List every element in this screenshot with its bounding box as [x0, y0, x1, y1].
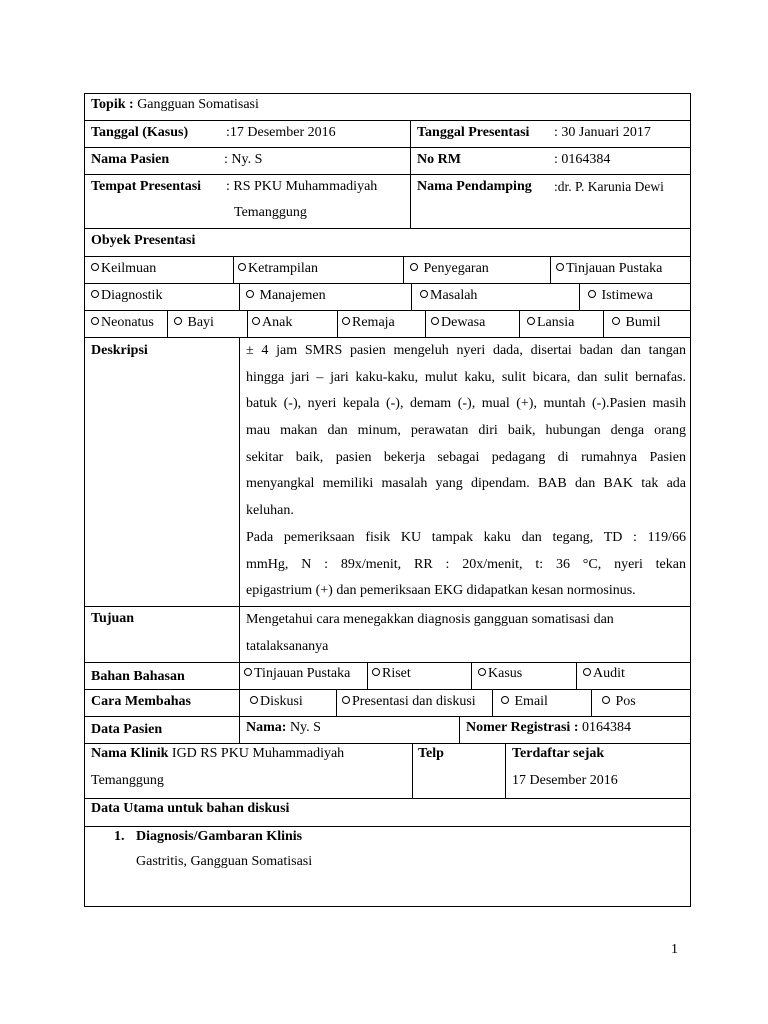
- radio-circle-icon: [478, 668, 486, 676]
- tanggal-presentasi-value: : 30 Januari 2017: [554, 125, 651, 140]
- data-pasien-registrasi: Nomer Registrasi : 0164384: [466, 720, 631, 735]
- row-data-utama: [84, 798, 691, 826]
- diagnosis-item-number: 1.: [114, 829, 125, 844]
- nama-pasien-value: : Ny. S: [224, 152, 263, 167]
- option-pos: Pos: [602, 692, 636, 712]
- option-bumil: Bumil: [612, 313, 661, 333]
- radio-circle-icon: [250, 696, 258, 704]
- telp-label: Telp: [418, 746, 444, 761]
- nama-pasien-label: Nama Pasien: [91, 152, 170, 167]
- terdaftar-sejak-value: 17 Desember 2016: [512, 773, 618, 788]
- tanggal-kasus-value: :17 Desember 2016: [226, 125, 336, 140]
- option-tinjauan-pustaka: Tinjauan Pustaka: [556, 259, 662, 279]
- data-utama-label: Data Utama untuk bahan diskusi: [91, 801, 290, 816]
- option-lansia: Lansia: [527, 313, 574, 333]
- row-nama-pasien: [84, 147, 691, 174]
- radio-circle-icon: [342, 317, 350, 325]
- nama-pendamping-label: Nama Pendamping: [417, 179, 532, 194]
- obyek-presentasi-label: Obyek Presentasi: [91, 233, 196, 248]
- radio-circle-icon: [252, 317, 260, 325]
- option-kasus: Kasus: [478, 664, 522, 684]
- option-remaja: Remaja: [342, 313, 395, 333]
- radio-circle-icon: [420, 290, 428, 298]
- radio-circle-icon: [612, 317, 620, 325]
- tempat-presentasi-value-2: Temanggung: [234, 205, 307, 220]
- radio-circle-icon: [588, 290, 596, 298]
- option-manajemen: Manajemen: [246, 286, 326, 306]
- option-audit: Audit: [583, 664, 625, 684]
- tanggal-kasus-label: Tanggal (Kasus): [91, 125, 189, 140]
- nama-pendamping-value: :dr. P. Karunia Dewi: [554, 179, 664, 194]
- row-obyek-presentasi: [84, 228, 691, 256]
- tanggal-presentasi-label: Tanggal Presentasi: [417, 125, 530, 140]
- option-masalah: Masalah: [420, 286, 477, 306]
- tempat-presentasi-label: Tempat Presentasi: [91, 179, 202, 194]
- tujuan-label: Tujuan: [91, 611, 135, 626]
- topik-label: Topik :: [91, 97, 134, 112]
- radio-circle-icon: [527, 317, 535, 325]
- option-diskusi: Diskusi: [250, 692, 303, 712]
- option-email: Email: [501, 692, 548, 712]
- option-neonatus: Neonatus: [91, 313, 154, 333]
- nama-klinik: Nama Klinik IGD RS PKU Muhammadiyah: [91, 746, 345, 761]
- row-diagnosis: [84, 826, 691, 907]
- radio-circle-icon: [556, 263, 564, 271]
- radio-circle-icon: [583, 668, 591, 676]
- radio-circle-icon: [91, 290, 99, 298]
- option-keilmuan: Keilmuan: [91, 259, 156, 279]
- deskripsi-label: Deskripsi: [91, 343, 148, 358]
- bahan-bahasan-label: Bahan Bahasan: [91, 669, 185, 684]
- option-bayi: Bayi: [174, 313, 214, 333]
- row-obyek-1: [84, 256, 691, 283]
- radio-circle-icon: [372, 668, 380, 676]
- row-topik: [84, 93, 691, 120]
- data-pasien-label: Data Pasien: [91, 722, 163, 737]
- radio-circle-icon: [174, 317, 182, 325]
- no-rm-label: No RM: [417, 152, 461, 167]
- radio-circle-icon: [342, 696, 350, 704]
- diagnosis-value: Gastritis, Gangguan Somatisasi: [136, 854, 313, 869]
- radio-circle-icon: [431, 317, 439, 325]
- row-tempat-presentasi: [84, 174, 691, 228]
- option-riset: Riset: [372, 664, 411, 684]
- data-pasien-nama: Nama: Ny. S: [246, 720, 321, 735]
- tempat-presentasi-value: : RS PKU Muhammadiyah: [226, 179, 378, 194]
- row-cara-membahas: [84, 689, 691, 716]
- row-bahan-bahasan: [84, 662, 691, 689]
- row-obyek-3: [84, 310, 691, 337]
- option-dewasa: Dewasa: [431, 313, 485, 333]
- diagnosis-title: Diagnosis/Gambaran Klinis: [136, 829, 303, 844]
- option-bahan-tinjauan-pustaka: Tinjauan Pustaka: [244, 664, 350, 684]
- page-number: 1: [671, 942, 678, 957]
- row-data-pasien: [84, 716, 691, 743]
- radio-circle-icon: [244, 668, 252, 676]
- row-deskripsi: [84, 337, 691, 606]
- radio-circle-icon: [91, 263, 99, 271]
- radio-circle-icon: [246, 290, 254, 298]
- topik-value: Gangguan Somatisasi: [133, 97, 259, 112]
- row-tanggal: [84, 120, 691, 147]
- terdaftar-sejak-label: Terdaftar sejak: [512, 746, 605, 761]
- option-ketrampilan: Ketrampilan: [238, 259, 318, 279]
- option-presentasi-dan-diskusi: Presentasi dan diskusi: [342, 692, 476, 712]
- row-nama-klinik: [84, 743, 691, 798]
- option-diagnostik: Diagnostik: [91, 286, 162, 306]
- deskripsi-text: ± 4 jam SMRS pasien mengeluh nyeri dada, disertai badan dan tangan hingga jari – jari kaku-kaku, mulut kaku, sulit bicara, dan sulit bernafas. batuk (-), nyeri kepala (-), demam (-), mual (+), muntah (-).Pasien masih mau makan dan minum, perawatan diri baik, hubungan denga orang sekitar baik, pasien bekerja sebagai pedagang di rumahnya Pasien menyangkal memiliki masalah yang dipendam. BAB dan BAK tak ada keluhan. Pada pemeriksaan fisik KU tampak kaku dan tegang, TD : 119/66 mmHg, N : 89x/menit, RR : 20x/menit, t: 36 °C, nyeri tekan epigastrium (+) dan pemeriksaan EKG didapatkan kesan normosinus.: [246, 343, 686, 599]
- radio-circle-icon: [91, 317, 99, 325]
- option-istimewa: Istimewa: [588, 286, 653, 306]
- radio-circle-icon: [602, 696, 610, 704]
- radio-circle-icon: [501, 696, 509, 704]
- tujuan-text: Mengetahui cara menegakkan diagnosis gangguan somatisasi dan tatalaksananya: [246, 612, 614, 654]
- option-penyegaran: Penyegaran: [410, 259, 489, 279]
- option-anak: Anak: [252, 313, 292, 333]
- radio-circle-icon: [238, 263, 246, 271]
- cara-membahas-label: Cara Membahas: [91, 694, 191, 709]
- radio-circle-icon: [410, 263, 418, 271]
- row-obyek-2: [84, 283, 691, 310]
- row-tujuan: [84, 606, 691, 662]
- no-rm-value: : 0164384: [554, 152, 611, 167]
- nama-klinik-value-2: Temanggung: [91, 773, 164, 788]
